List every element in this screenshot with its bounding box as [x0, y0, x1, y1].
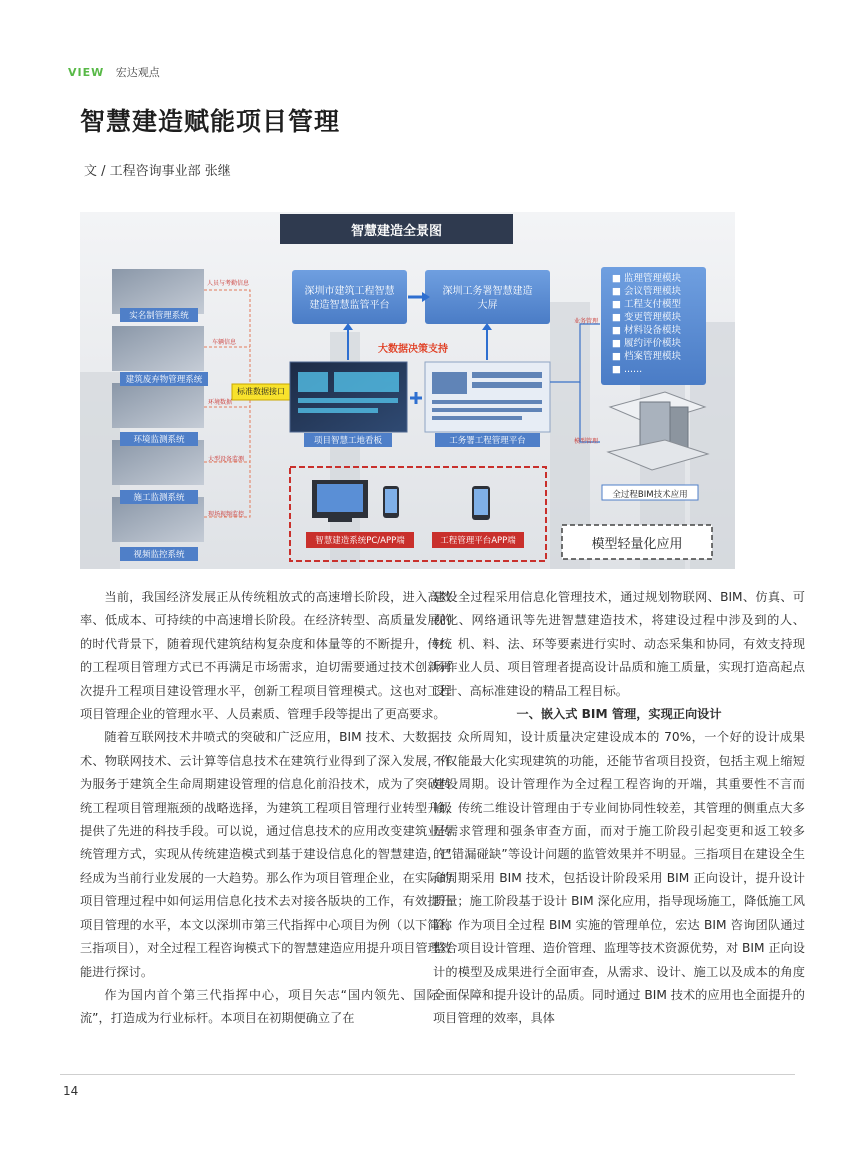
left-system-label: 环境监测系统 — [133, 435, 185, 445]
paragraph: 作为国内首个第三代指挥中心，项目矢志“国内领先、国际一流”，打造成为行业标杆。本项目在初期便确立了在 — [80, 987, 452, 1026]
side-label: 大型设备监测 — [208, 456, 245, 463]
top-box-1-line: 建造智慧监管平台 — [309, 300, 390, 311]
module-item: ■ 履约评价模块 — [612, 338, 682, 349]
module-item: ■ 监理管理模块 — [612, 273, 682, 284]
left-system-label: 实名制管理系统 — [129, 311, 189, 321]
side-label: 车辆信息 — [212, 339, 237, 346]
module-item: ■ 材料设备模块 — [612, 325, 682, 336]
right-column — [433, 586, 805, 1031]
running-header — [68, 64, 160, 80]
article-author: 文 / 工程咨询事业部 张继 — [84, 164, 231, 179]
big-data-label: 大数据决策支持 — [378, 344, 448, 355]
paragraph: 众所周知，设计质量决定建设成本的 70%，一个好的设计成果不仅能最大化实现建筑的功能，还能节省项目投资，包括主观上缩短建设周期。设计管理作为全过程工程咨询的开端，其重要性不言而喻，传统二维设计管理由于专业间协同性较差，其管理的侧重点大多是需求管理和强条审查方面，而对于施工阶段引起变更和返工较多的“错漏碰缺”等设计问题的监管效果并不明显。三指项目在建设全生命周期采用 BIM 技术，包括设计阶段采用 BIM 正向设计，提升设计质量；施工阶段基于设计 BIM 深化应用，指导现场施工，降低施工风险。作为项目全过程 BIM 实施的管理单位，宏达 BIM 咨询团队通过整合项目设计管理、造价管理、监理等技术资源优势，对 BIM 正向设计的模型及成果进行全面审查，从需求、设计、施工以及成本的角度全面保障和提升设计的品质。同时通过 BIM 技术的应用也全面提升的项目管理的效率，具体 — [433, 730, 805, 1026]
dashboard-2-label: 工务署工程管理平台 — [449, 436, 526, 446]
figure-graphics — [80, 212, 735, 569]
biz-label: 业务管理 — [574, 318, 599, 325]
module-item: ■ 档案管理模块 — [612, 351, 682, 362]
app-1-label: 智慧建造系统PC/APP端 — [315, 536, 405, 546]
top-box-1-line: 深圳市建筑工程智慧 — [304, 286, 395, 297]
paragraph: 建设全过程采用信息化管理技术，通过规划物联网、BIM、仿真、可视化、网络通讯等先进智慧建造技术，将建设过程中涉及到的人、材、机、料、法、环等要素进行实时、动态采集和协同，有效支持现场作业人员、项目管理者提高设计品质和施工质量，实现打造高起点设计、高标准建设的精品工程目标。 — [433, 590, 805, 698]
paragraph: 当前，我国经济发展正从传统粗放式的高速增长阶段，进入高效率、低成本、可持续的中高速增长阶段。在经济转型、高质量发展的的时代背景下，随着现代建筑结构复杂度和体量等的不断提升，传统的工程项目管理方式已不再满足市场需求，迫切需要通过技术创新再次提升工程项目建设管理水平，创新工程项目管理模式。这也对工程项目管理企业的管理水平、人员素质、管理手段等提出了更高要求。 — [80, 590, 452, 722]
left-column — [80, 586, 452, 1031]
left-system-label: 视频监控系统 — [133, 550, 185, 560]
modules-list — [612, 272, 681, 376]
side-label: 人员与考勤信息 — [207, 280, 250, 287]
top-box-2-line: 深圳工务署智慧建造 — [442, 286, 533, 297]
plus-icon — [410, 392, 422, 404]
module-item: ■ ...... — [612, 364, 643, 375]
footer-rule — [60, 1074, 795, 1075]
module-item: ■ 变更管理模块 — [612, 312, 682, 323]
paragraph: 随着互联网技术井喷式的突破和广泛应用，BIM 技术、大数据技术、物联网技术、云计算等信息技术在建筑行业得到了深入发展，作为服务于建筑全生命周期建设管理的信息化前沿技术，成为了突破传统工程项目管理瓶颈的战略选择，为建筑工程项目管理行业转型升级提供了先进的科技手段。可以说，通过信息技术的应用改变建筑业传统管理方式，实现从传统建造模式到基于建设信息化的智慧建造，已经成为当前行业发展的一大趋势。那么作为项目管理企业，在实际的项目管理过程中如何运用信息化技术去对接各版块的工作，有效提升项目管理的水平，本文以深圳市第三代指挥中心项目为例（以下简称三指项目），对全过程工程咨询模式下的智慧建造应用提升项目管理效能进行探讨。 — [80, 730, 452, 979]
left-system-label: 施工监测系统 — [133, 493, 185, 503]
header-view-label: VIEW — [68, 66, 105, 79]
side-label: 现场视频监控 — [208, 511, 245, 518]
side-label: 环境数据 — [208, 399, 233, 406]
bim-label: 全过程BIM技术应用 — [612, 490, 688, 500]
section-heading: 一、嵌入式 BIM 管理，实现正向设计 — [516, 707, 722, 722]
module-item: ■ 工程支付模型 — [612, 299, 682, 310]
model-label: 模型管理 — [574, 438, 599, 445]
header-section-label: 宏达观点 — [115, 66, 160, 79]
figure-banner: 智慧建造全景图 — [350, 224, 442, 239]
smart-construction-figure — [80, 212, 735, 569]
page-number: 14 — [63, 1084, 79, 1098]
module-item: ■ 会议管理模块 — [612, 286, 682, 297]
dashboard-1-label: 项目智慧工地看板 — [313, 436, 382, 446]
app-2-label: 工程管理平台APP端 — [440, 536, 516, 546]
top-box-2-line: 大屏 — [477, 300, 498, 311]
left-system-label: 建筑废弃物管理系统 — [125, 375, 203, 385]
light-label: 模型轻量化应用 — [591, 537, 683, 552]
interface-label: 标准数据接口 — [237, 387, 285, 396]
article-title: 智慧建造赋能项目管理 — [80, 107, 341, 136]
